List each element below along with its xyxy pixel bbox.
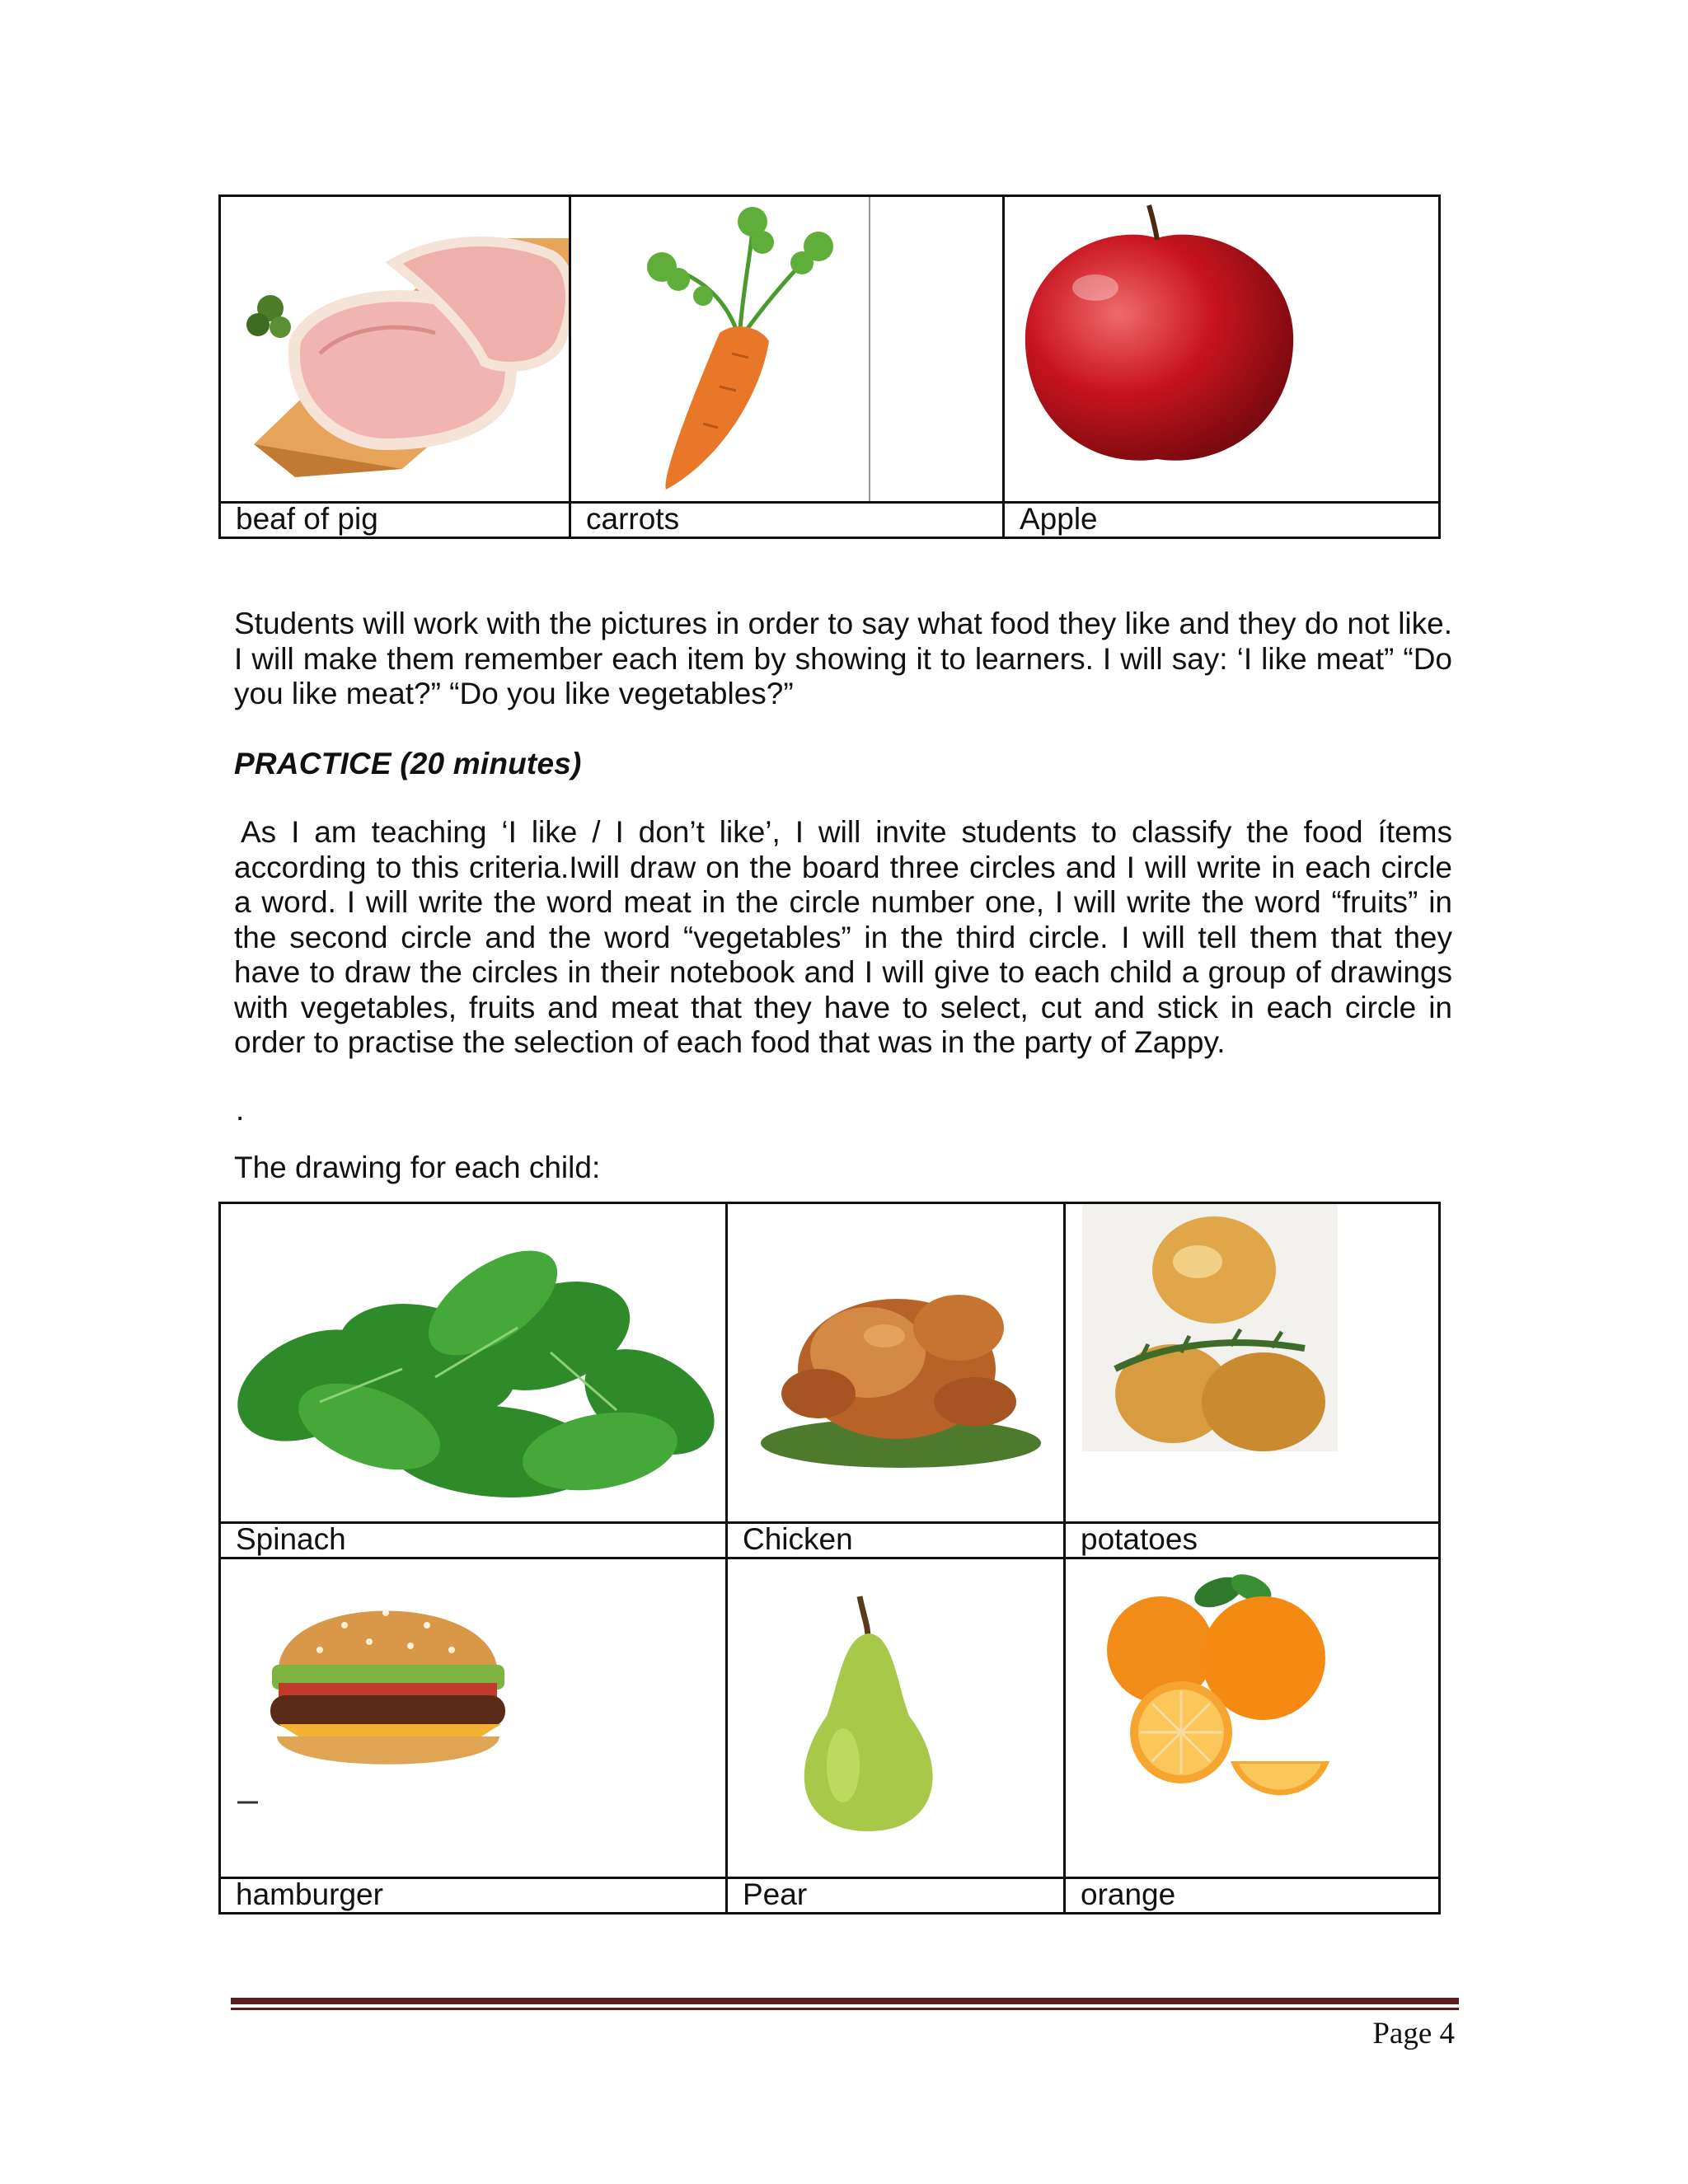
orange-image-cell <box>1065 1558 1440 1878</box>
label-orange: orange <box>1065 1878 1440 1914</box>
label-chicken: Chicken <box>727 1523 1065 1558</box>
pear-image <box>728 1559 1065 1877</box>
page-number: Page 4 <box>1372 2017 1455 2050</box>
carrot-image <box>571 197 1004 501</box>
dot-mark: . <box>236 1093 245 1127</box>
carrot-image-cell <box>570 196 1004 503</box>
chicken-image-cell <box>727 1203 1065 1523</box>
label-carrots: carrots <box>570 503 1004 538</box>
apple-image-cell <box>1004 196 1440 503</box>
label-apple: Apple <box>1004 503 1440 538</box>
label-spinach: Spinach <box>220 1523 727 1558</box>
pork-chop-image-cell <box>220 196 570 503</box>
practice-heading: PRACTICE (20 minutes) <box>234 747 582 780</box>
pork-chop-image <box>221 197 570 501</box>
potatoes-image-cell <box>1065 1203 1440 1523</box>
label-potatoes: potatoes <box>1065 1523 1440 1558</box>
orange-image <box>1066 1559 1440 1877</box>
footer-rule-thick <box>231 1998 1459 2004</box>
label-beaf-of-pig: beaf of pig <box>220 503 570 538</box>
hamburger-image-cell <box>220 1558 727 1878</box>
intro-paragraph: Students will work with the pictures in order to say what food they like and they do not like. I will make them remember each item by showing it to learners. I will say: ‘I like meat” “Do you like meat?” “Do you like vegetables?” <box>234 607 1452 710</box>
pear-image-cell <box>727 1558 1065 1878</box>
label-pear: Pear <box>727 1878 1065 1914</box>
label-hamburger: hamburger <box>220 1878 727 1914</box>
chicken-image <box>728 1204 1065 1521</box>
apple-image <box>1005 197 1440 501</box>
practice-paragraph: As I am teaching ‘I like / I don’t like’, I will invite students to classify the food ítems according to this criteria.Iwill draw on the board three circles and I will write in each circle a word. I will write the word meat in the circle number one, I will write the word “fruits” in the second circle and the word “vegetables” in the third circle. I will tell them that they have to draw the circles in their notebook and I will give to each child a group of drawings with vegetables, fruits and meat that they have to select, cut and stick in each circle in order to practise the selection of each food that was in the party of Zappy. <box>234 815 1452 1059</box>
potatoes-image <box>1066 1204 1440 1521</box>
food-table-top <box>218 194 1441 539</box>
food-table-drawings <box>218 1202 1441 1915</box>
footer-rule-thin <box>231 2008 1459 2010</box>
spinach-image-cell <box>220 1203 727 1523</box>
drawing-lead-text: The drawing for each child: <box>234 1151 601 1184</box>
spinach-image <box>221 1204 727 1521</box>
hamburger-image <box>221 1559 727 1877</box>
